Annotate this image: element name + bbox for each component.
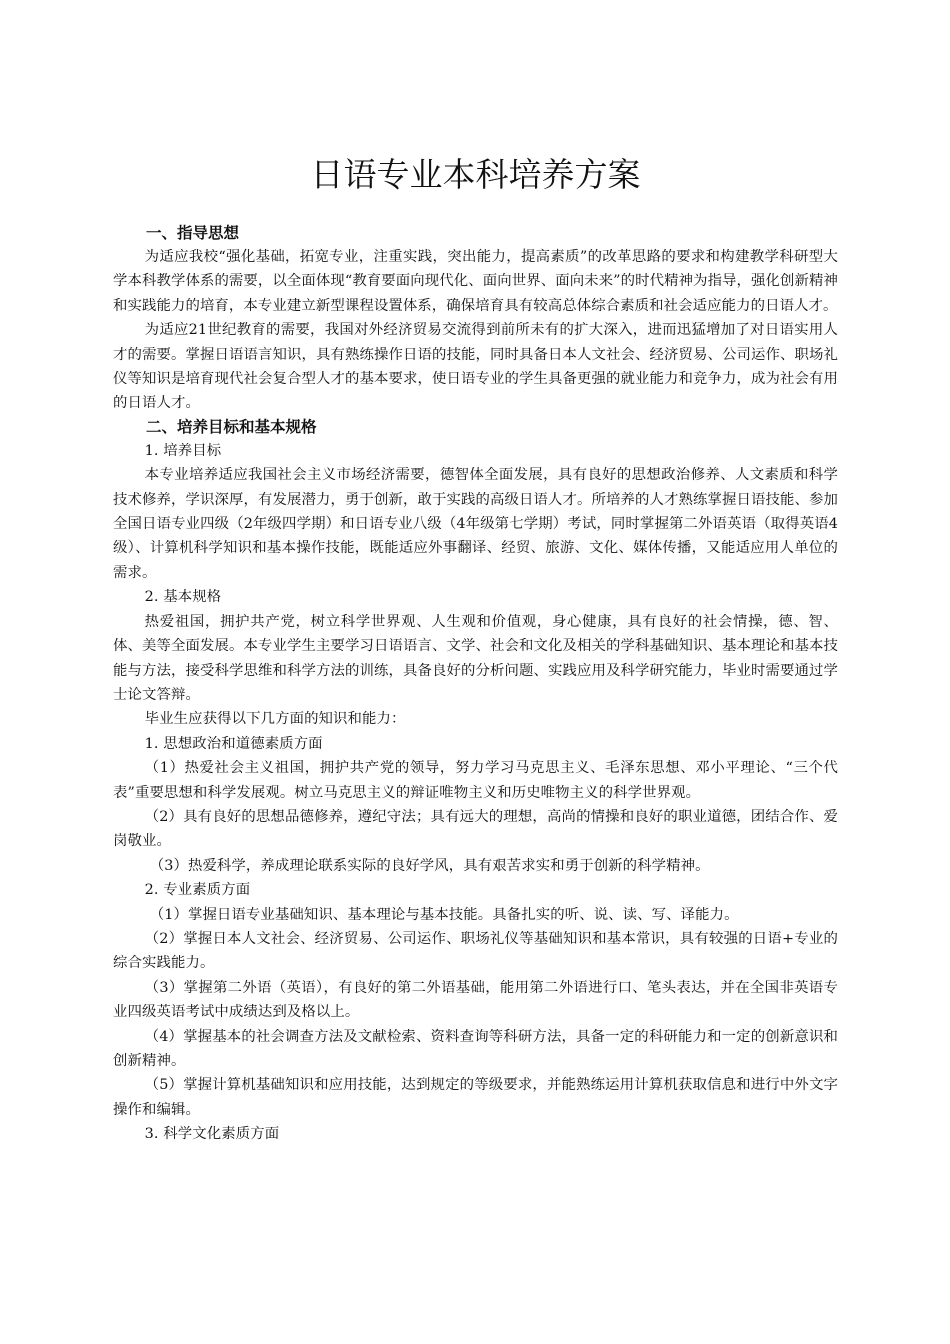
list-item: （2）掌握日本人文社会、经济贸易、公司运作、职场礼仪等基础知识和基本常识，具有较强的日语+专业的综合实践能力。 [113, 930, 838, 972]
paragraph: 本专业培养适应我国社会主义市场经济需要，德智体全面发展，具有良好的思想政治修养、人文素质和科学技术修养，学识深厚，有发展潜力，勇于创新，敢于实践的高级日语人才。所培养的人才熟练掌握日语技能、参加全国日语专业四级（2年级四学期）和日语专业八级（4年级第七学期）考试，同时掌握第二外语英语（取得英语4级）、计算机科学知识和基本操作技能，既能适应外事翻译、经贸、旅游、文化、媒体传播，又能适应用人单位的需求。 [113, 467, 838, 581]
section-heading-goals: 二、培养目标和基本规格 [146, 417, 317, 436]
list-item: （5）掌握计算机基础知识和应用技能，达到规定的等级要求，并能熟练运用计算机获取信息和进行中外文字操作和编辑。 [113, 1077, 838, 1118]
paragraph: 热爱祖国，拥护共产党，树立科学世界观、人生观和价值观，身心健康，具有良好的社会情操，德、智、体、美等全面发展。本专业学生主要学习日语语言、文学、社会和文化及相关的学科基础知识、基本理论和基本技能与方法，接受科学思维和科学方法的训练，具备良好的分析问题、实践应用及科学研究能力，毕业时需要通过学士论文答辩。 [113, 613, 838, 703]
list-item: （1）热爱社会主义祖国，拥护共产党的领导，努力学习马克思主义、毛泽东思想、邓小平理论、“三个代表”重要思想和科学发展观。树立马克思主义的辩证唯物主义和历史唯物主义的科学世界观。 [113, 760, 838, 801]
subheading-professional: 2. 专业素质方面 [144, 882, 251, 899]
document-title: 日语专业本科培养方案 [310, 155, 641, 194]
list-item: （4）掌握基本的社会调查方法及文献检索、资料查询等科研方法，具备一定的科研能力和一定的创新意识和创新精神。 [113, 1028, 838, 1069]
list-item: （3）掌握第二外语（英语），有良好的第二外语基础，能用第二外语进行口、笔头表达，并在全国非英语专业四级英语考试中成绩达到及格以上。 [113, 979, 838, 1021]
paragraph: 为适应21世纪教育的需要，我国对外经济贸易交流得到前所未有的扩大深入，进而迅猛增加了对日语实用人才的需要。掌握日语语言知识，具有熟练操作日语的技能，同时具备日本人文社会、经济贸易、公司运作、职场礼仪等知识是培育现代社会复合型人才的基本要求，使日语专业的学生具备更强的就业能力和竞争力，成为社会有用的日语人才。 [113, 322, 838, 412]
subheading-basic-spec: 2. 基本规格 [144, 589, 222, 606]
document-page [113, 150, 838, 1147]
section-heading-guiding-ideology: 一、指导思想 [146, 224, 240, 242]
list-item: （2）具有良好的思想品德修养，遵纪守法；具有远大的理想，高尚的情操和良好的职业道德，团结合作、爱岗敬业。 [113, 808, 838, 850]
paragraph: 为适应我校“强化基础，拓宽专业，注重实践，突出能力，提高素质”的改革思路的要求和构建教学科研型大学本科教学体系的需要，以全面体现“教育要面向现代化、面向世界、面向未来”的时代精神为指导，强化创新精神和实践能力的培育，本专业建立新型课程设置体系，确保培育具有较高总体综合素质和社会适应能力的日语人才。 [113, 249, 838, 314]
subheading-science-culture: 3. 科学文化素质方面 [144, 1126, 280, 1143]
subheading-political-moral: 1. 思想政治和道德素质方面 [144, 735, 323, 752]
subheading-training-goal: 1. 培养目标 [144, 442, 222, 459]
list-item: （3）热爱科学，养成理论联系实际的良好学风，具有艰苦求实和勇于创新的科学精神。 [149, 857, 710, 874]
list-item: （1）掌握日语专业基础知识、基本理论与基本技能。具备扎实的听、说、读、写、译能力。 [149, 906, 739, 923]
paragraph: 毕业生应获得以下几方面的知识和能力： [144, 711, 406, 728]
